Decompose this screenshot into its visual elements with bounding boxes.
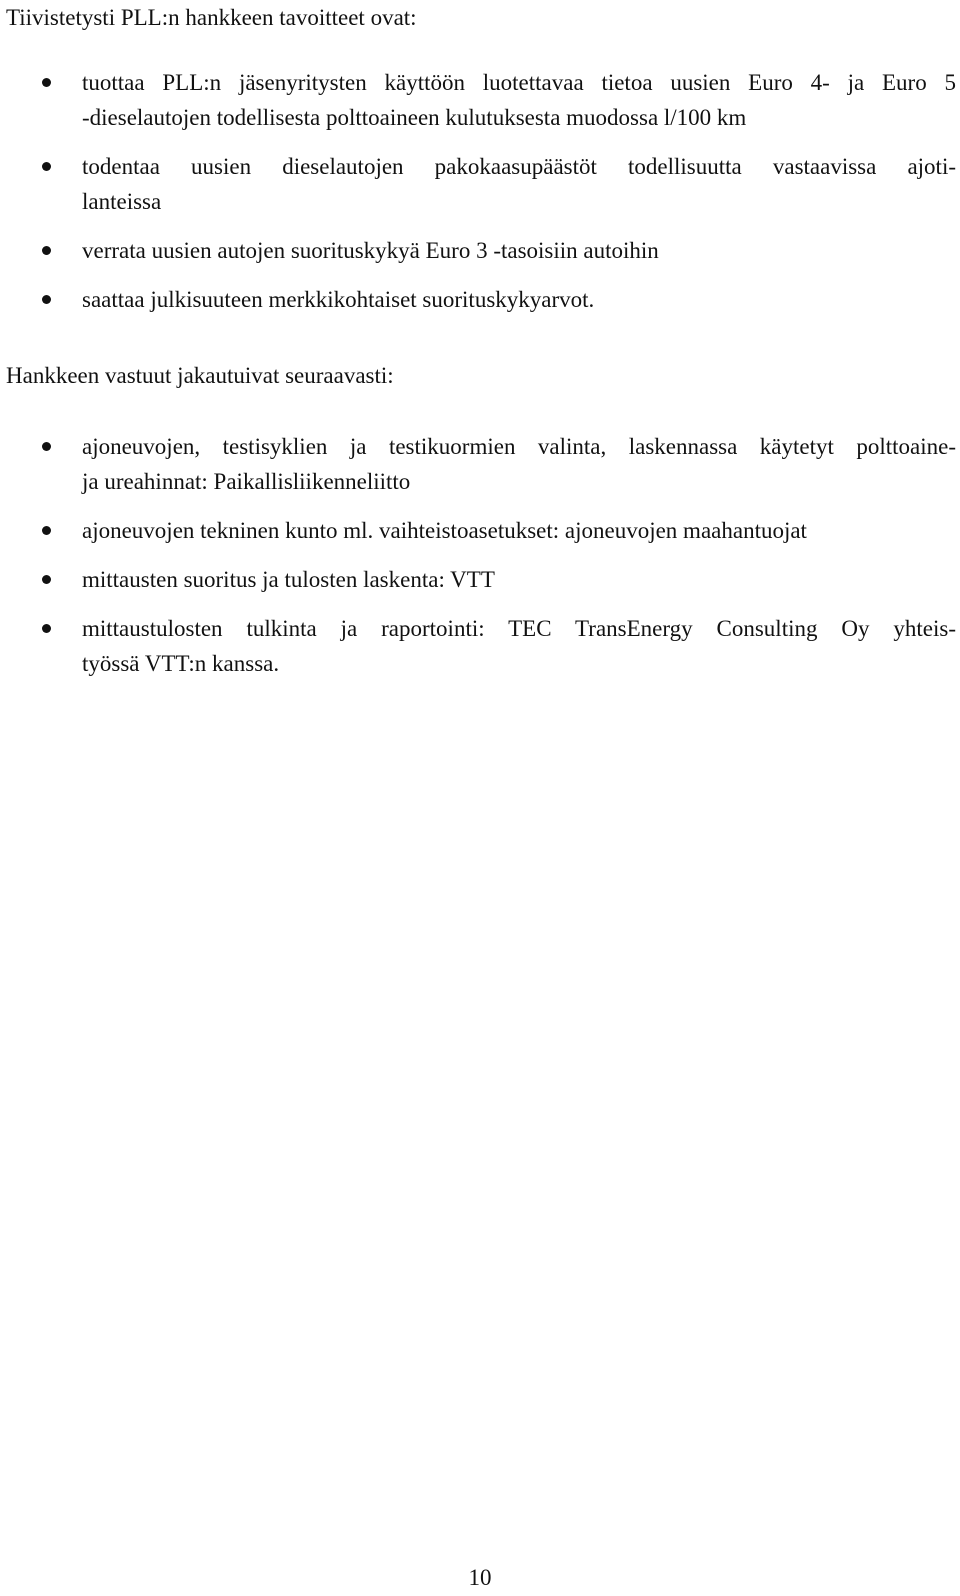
list-item-line: mittaustulosten tulkinta ja raportointi: TEC TransEnergy Consulting Oy yhteis- bbox=[82, 616, 956, 641]
list-item-line: -dieselautojen todellisesta polttoaineen kulutuksesta muodossa l/100 km bbox=[82, 105, 747, 130]
bullet-icon bbox=[42, 442, 51, 451]
list-item bbox=[0, 562, 956, 597]
page-number: 10 bbox=[468, 1565, 492, 1590]
bullet-icon bbox=[42, 624, 51, 633]
list-item bbox=[0, 513, 956, 548]
responsibilities-intro-text: Hankkeen vastuut jakautuivat seuraavasti: bbox=[6, 363, 394, 388]
list-item-line: mittausten suoritus ja tulosten laskenta: VTT bbox=[82, 567, 495, 592]
goals-list bbox=[0, 65, 960, 331]
bullet-icon bbox=[42, 162, 51, 171]
bullet-icon bbox=[42, 295, 51, 304]
list-item bbox=[0, 149, 956, 219]
goals-intro-text: Tiivistetysti PLL:n hankkeen tavoitteet ovat: bbox=[6, 5, 417, 30]
list-item-line: ajoneuvojen, testisyklien ja testikuormien valinta, laskennassa käytetyt polttoaine- bbox=[82, 434, 956, 459]
list-item-line: todentaa uusien dieselautojen pakokaasupäästöt todellisuutta vastaavissa ajoti- bbox=[82, 154, 956, 179]
list-item bbox=[0, 429, 956, 499]
bullet-icon bbox=[42, 78, 51, 87]
list-item bbox=[0, 65, 956, 135]
list-item bbox=[0, 611, 956, 681]
bullet-icon bbox=[42, 575, 51, 584]
list-item-line: työssä VTT:n kanssa. bbox=[82, 651, 280, 676]
list-item-line: tuottaa PLL:n jäsenyritysten käyttöön luotettavaa tietoa uusien Euro 4- ja Euro 5 bbox=[82, 70, 956, 95]
list-item bbox=[0, 282, 956, 317]
responsibilities-list bbox=[0, 429, 960, 695]
list-item bbox=[0, 233, 956, 268]
list-item-line: ajoneuvojen tekninen kunto ml. vaihteistoasetukset: ajoneuvojen maahantuojat bbox=[82, 518, 807, 543]
list-item-line: lanteissa bbox=[82, 189, 162, 214]
list-item-line: saattaa julkisuuteen merkkikohtaiset suorituskykyarvot. bbox=[82, 287, 595, 312]
list-item-line: ja ureahinnat: Paikallisliikenneliitto bbox=[82, 469, 411, 494]
list-item-line: verrata uusien autojen suorituskykyä Euro 3 -tasoisiin autoihin bbox=[82, 238, 659, 263]
bullet-icon bbox=[42, 246, 51, 255]
bullet-icon bbox=[42, 526, 51, 535]
